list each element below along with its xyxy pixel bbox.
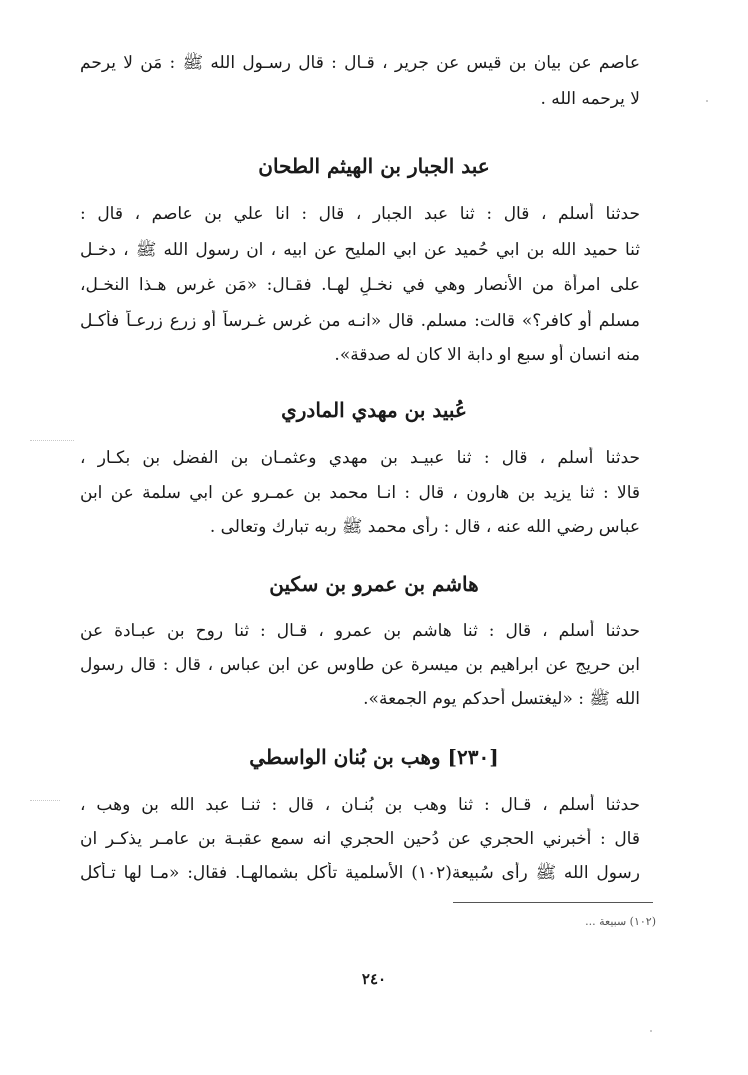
section-heading: [٢٣٠] وهب بن بُنان الواسطي bbox=[249, 745, 499, 769]
text-line: عاصم عن بيان بن قيس عن جرير ، قـال : قال رسـول الله ﷺ : مَن لا يرحم bbox=[80, 53, 640, 73]
text-line: ثنا حميد الله بن ابي حُميد عن ابي المليح عن ابيه ، ان رسول الله ﷺ ، دخـل bbox=[80, 240, 640, 260]
text-line: مسلم أو كافر؟» قالت: مسلم. قال «انـه من غرس غـرساً أو زرع زرعـاً فأكـل bbox=[80, 311, 640, 331]
text-line: الله ﷺ : «ليغتسل أحدكم يوم الجمعة». bbox=[363, 689, 640, 709]
text-line: ابن حريج عن ابراهيم بن ميسرة عن طاوس عن ابن عباس ، قال : قال رسول bbox=[80, 655, 640, 675]
scan-artifact bbox=[706, 100, 708, 102]
scan-artifact bbox=[650, 1030, 652, 1032]
text-line: عباس رضي الله عنه ، قال : رأى محمد ﷺ ربه تبارك وتعالى . bbox=[209, 517, 640, 537]
text-line: منه انسان أو سبع او دابة الا كان له صدقة». bbox=[334, 345, 640, 365]
text-line: قالا : ثنا يزيد بن هارون ، قال : انـا محمد بن عمـرو عن ابي سلمة عن ابن bbox=[80, 483, 640, 503]
text-line: حدثنا أسلم ، قـال : ثنا وهب بن بُنـان ، قال : ثنـا عبد الله بن وهب ، bbox=[80, 795, 640, 815]
section-heading: عُبيد بن مهدي المادري bbox=[281, 398, 467, 422]
section-heading: هاشم بن عمرو بن سكين bbox=[269, 572, 479, 596]
text-line: قال : أخبرني الحجري عن دُحين الحجري انه سمع عقبـة بن عامـر يذكـر ان bbox=[80, 829, 640, 849]
section-heading: عبد الجبار بن الهيثم الطحان bbox=[258, 154, 490, 178]
scan-artifact bbox=[30, 800, 60, 801]
text-line: على امرأة من الأنصار وهي في نخـلٍ لهـا. فقـال: «مَن غرس هـذا النخـل، bbox=[80, 275, 640, 295]
page-number: ٢٤٠ bbox=[361, 970, 387, 988]
scan-artifact bbox=[30, 440, 74, 441]
text-line: لا يرحمه الله . bbox=[540, 89, 640, 109]
text-line: حدثنا أسلم ، قال : ثنا هاشم بن عمرو ، قـال : ثنا روح بن عبـادة عن bbox=[80, 621, 640, 641]
text-line: رسول الله ﷺ رأى سُبيعة(١٠٢) الأسلمية تأكل بشمالهـا. فقال: «مـا لها تـأكل bbox=[80, 863, 640, 883]
footnote: (١٠٢) سبيعة ... bbox=[585, 915, 656, 928]
text-line: حدثنا أسلم ، قال : ثنا عبد الجبار ، قال : انا علي بن عاصم ، قال : bbox=[80, 204, 640, 224]
text-line: حدثنا أسلم ، قال : ثنا عبيـد بن مهدي وعثمـان بن الفضل بن بكـار ، bbox=[80, 448, 640, 468]
footnote-divider bbox=[453, 902, 653, 903]
